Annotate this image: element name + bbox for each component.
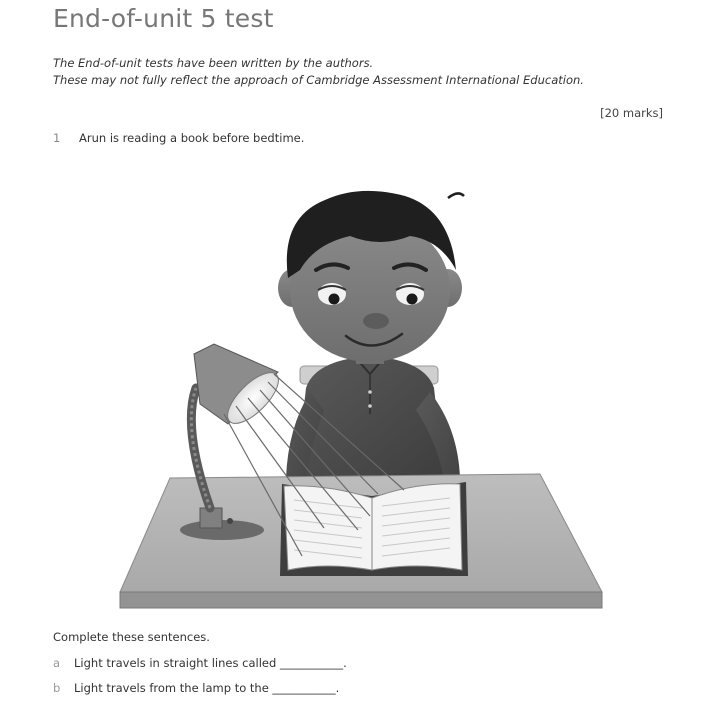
disclaimer-line-2: These may not fully reflect the approach of Cambridge Assessment International Education.: [53, 73, 584, 87]
part-a-text: Light travels in straight lines called ___________.: [74, 656, 347, 670]
disclaimer-line-1: The End-of-unit tests have been written by the authors.: [53, 56, 374, 70]
part-b-letter: b: [53, 681, 61, 695]
instruction: Complete these sentences.: [53, 630, 210, 644]
part-a-letter: a: [53, 656, 61, 670]
open-book: [280, 482, 468, 576]
question-text: Arun is reading a book before bedtime.: [79, 131, 305, 145]
disclaimer: [53, 55, 584, 89]
part-b-text: Light travels from the lamp to the ___________.: [74, 681, 340, 695]
page-title: End-of-unit 5 test: [53, 4, 274, 33]
question-number: 1: [53, 131, 61, 145]
total-marks: [20 marks]: [600, 106, 663, 120]
boy-reading-under-lamp-illustration: [110, 178, 610, 614]
